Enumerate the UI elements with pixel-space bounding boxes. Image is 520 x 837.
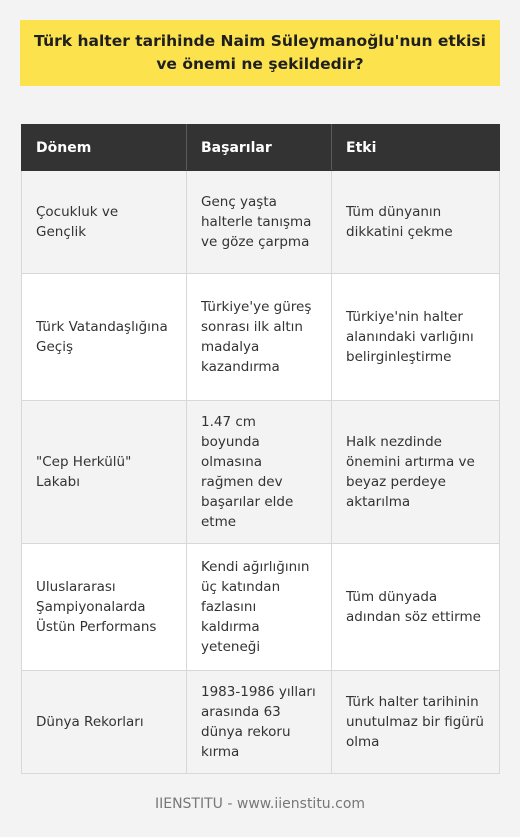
table-row	[22, 171, 500, 274]
page-title: Türk halter tarihinde Naim Süleymanoğlu'nun etkisi ve önemi ne şekildedir?	[34, 32, 486, 73]
table-row	[22, 401, 500, 544]
table-cell-achievements: 1.47 cm boyunda olmasına rağmen dev başarılar elde etme	[187, 401, 332, 544]
table-cell-achievements: Kendi ağırlığının üç katından fazlasını kaldırma yeteneği	[187, 544, 332, 671]
footer-credit: IIENSTITU - www.iienstitu.com	[154, 796, 366, 812]
table-row	[22, 544, 500, 671]
column-header-impact: Etki	[332, 125, 500, 171]
table-cell-period: "Cep Herkülü" Lakabı	[22, 401, 187, 544]
table-cell-impact: Türk halter tarihinin unutulmaz bir figürü olma	[332, 671, 500, 774]
table-cell-period: Uluslararası Şampiyonalarda Üstün Performans	[22, 544, 187, 671]
table-header-row	[22, 125, 500, 171]
title-banner	[20, 20, 500, 86]
table-cell-period: Türk Vatandaşlığına Geçiş	[22, 274, 187, 401]
column-header-achievements: Başarılar	[187, 125, 332, 171]
column-header-period: Dönem	[22, 125, 187, 171]
table-cell-achievements: 1983-1986 yılları arasında 63 dünya rekoru kırma	[187, 671, 332, 774]
table-cell-period: Dünya Rekorları	[22, 671, 187, 774]
table-row	[22, 671, 500, 774]
table-cell-impact: Tüm dünyanın dikkatini çekme	[332, 171, 500, 274]
table-cell-period: Çocukluk ve Gençlik	[22, 171, 187, 274]
table-row	[22, 274, 500, 401]
table-cell-achievements: Genç yaşta halterle tanışma ve göze çarpma	[187, 171, 332, 274]
data-table	[21, 124, 500, 774]
table-cell-achievements: Türkiye'ye güreş sonrası ilk altın madalya kazandırma	[187, 274, 332, 401]
table-cell-impact: Tüm dünyada adından söz ettirme	[332, 544, 500, 671]
table-cell-impact: Türkiye'nin halter alanındaki varlığını belirginleştirme	[332, 274, 500, 401]
table-cell-impact: Halk nezdinde önemini artırma ve beyaz perdeye aktarılma	[332, 401, 500, 544]
